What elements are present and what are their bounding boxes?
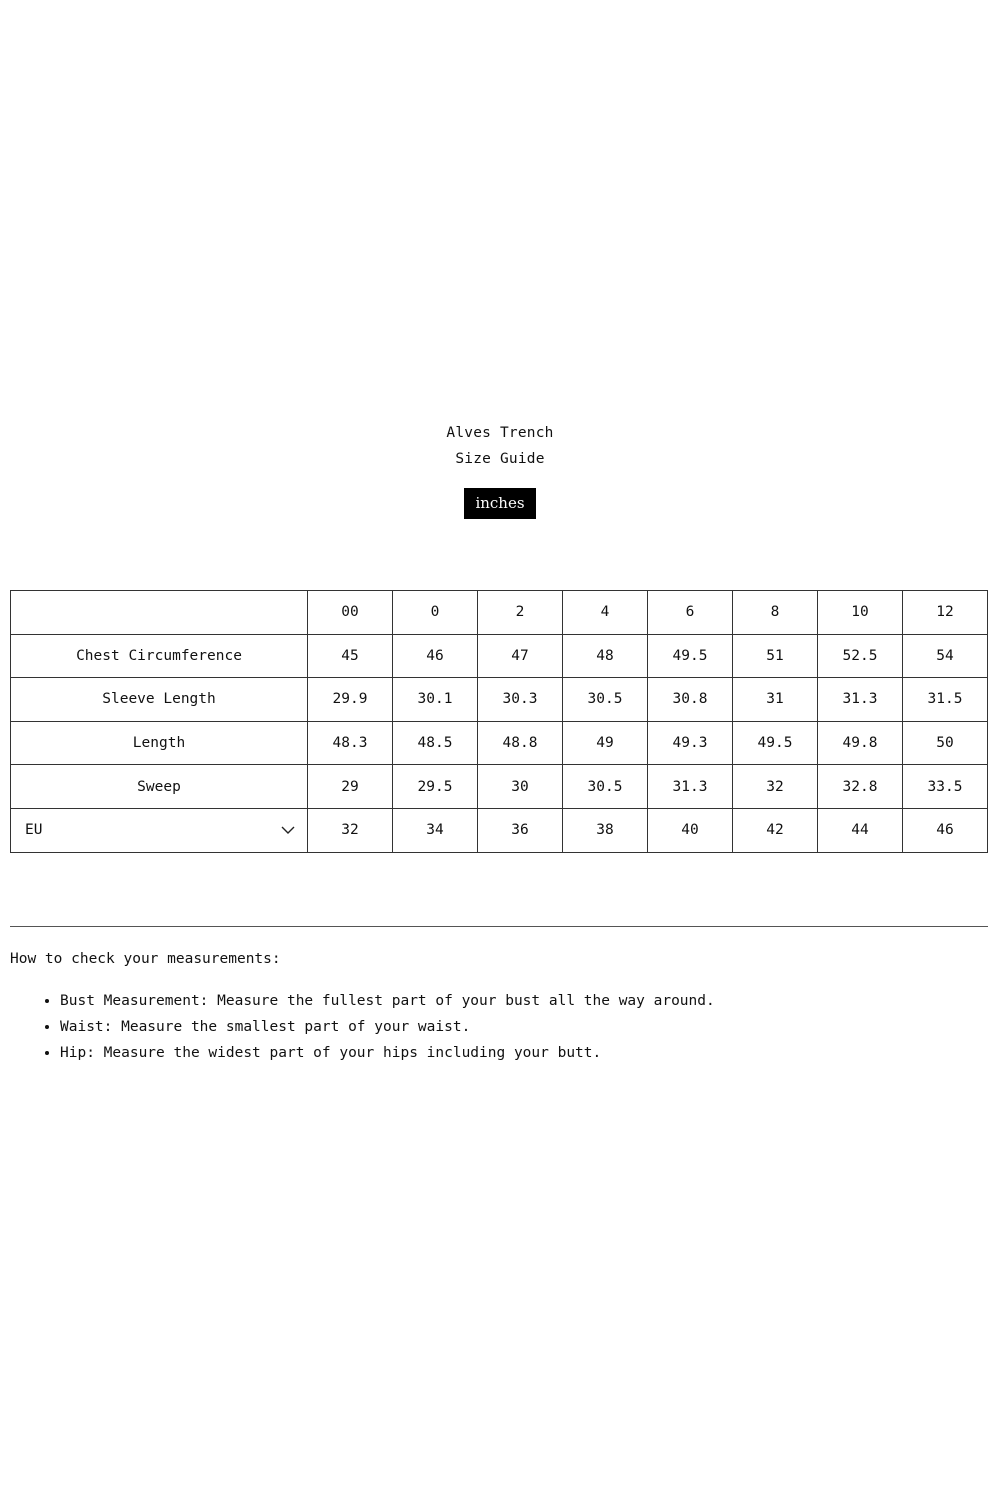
table-cell: 45 (308, 634, 393, 678)
size-header-cell: 10 (818, 591, 903, 635)
table-row (11, 721, 988, 765)
table-cell: 46 (903, 808, 988, 852)
list-item: • Hip: Measure the widest part of your hips including your butt. (60, 1040, 988, 1066)
table-cell: 49.3 (648, 721, 733, 765)
list-item: • Waist: Measure the smallest part of your waist. (60, 1014, 988, 1040)
instructions-list (10, 988, 988, 1066)
table-cell: 50 (903, 721, 988, 765)
region-size-row (11, 808, 988, 852)
table-cell: 47 (478, 634, 563, 678)
size-header-cell: 2 (478, 591, 563, 635)
table-cell: 30.3 (478, 678, 563, 722)
table-cell: 30.1 (393, 678, 478, 722)
row-label: Sweep (11, 765, 308, 809)
product-title: Alves Trench (446, 425, 554, 441)
size-table (10, 590, 988, 853)
table-cell: 48.8 (478, 721, 563, 765)
table-cell: 48 (563, 634, 648, 678)
table-cell: 54 (903, 634, 988, 678)
region-select-value: EU (25, 822, 43, 839)
table-cell: 46 (393, 634, 478, 678)
table-cell: 42 (733, 808, 818, 852)
size-header-cell: 00 (308, 591, 393, 635)
table-cell: 32 (733, 765, 818, 809)
section-divider (10, 926, 988, 927)
table-cell: 31 (733, 678, 818, 722)
size-guide-title: Size Guide (455, 451, 545, 467)
region-select[interactable] (11, 808, 308, 852)
list-item: • Bust Measurement: Measure the fullest part of your bust all the way around. (60, 988, 988, 1014)
table-cell: 29.5 (393, 765, 478, 809)
table-cell: 32 (308, 808, 393, 852)
size-header-cell: 6 (648, 591, 733, 635)
unit-toggle-button[interactable]: inches (464, 488, 535, 519)
table-cell: 36 (478, 808, 563, 852)
table-cell: 48.3 (308, 721, 393, 765)
instructions-title: How to check your measurements: (10, 951, 281, 967)
table-cell: 29.9 (308, 678, 393, 722)
table-cell: 49.5 (648, 634, 733, 678)
size-header-cell: 0 (393, 591, 478, 635)
row-label: Chest Circumference (11, 634, 308, 678)
table-cell: 49.5 (733, 721, 818, 765)
table-cell: 29 (308, 765, 393, 809)
table-row (11, 634, 988, 678)
table-cell: 44 (818, 808, 903, 852)
table-cell: 49.8 (818, 721, 903, 765)
table-cell: 30 (478, 765, 563, 809)
table-cell: 49 (563, 721, 648, 765)
table-cell: 31.3 (818, 678, 903, 722)
table-cell: 48.5 (393, 721, 478, 765)
table-cell: 51 (733, 634, 818, 678)
size-header-row (11, 591, 988, 635)
table-cell: 38 (563, 808, 648, 852)
table-cell: 30.5 (563, 765, 648, 809)
table-cell: 52.5 (818, 634, 903, 678)
measurement-instructions (10, 948, 988, 1066)
chevron-down-icon (281, 825, 295, 835)
table-cell: 32.8 (818, 765, 903, 809)
size-header-cell: 8 (733, 591, 818, 635)
size-header-cell: 4 (563, 591, 648, 635)
row-label: Sleeve Length (11, 678, 308, 722)
size-guide-header (0, 420, 1000, 519)
row-label: Length (11, 721, 308, 765)
table-cell: 40 (648, 808, 733, 852)
table-row (11, 678, 988, 722)
table-cell: 31.3 (648, 765, 733, 809)
corner-cell (11, 591, 308, 635)
table-cell: 33.5 (903, 765, 988, 809)
table-cell: 34 (393, 808, 478, 852)
table-row (11, 765, 988, 809)
table-cell: 30.5 (563, 678, 648, 722)
size-header-cell: 12 (903, 591, 988, 635)
table-cell: 30.8 (648, 678, 733, 722)
table-cell: 31.5 (903, 678, 988, 722)
